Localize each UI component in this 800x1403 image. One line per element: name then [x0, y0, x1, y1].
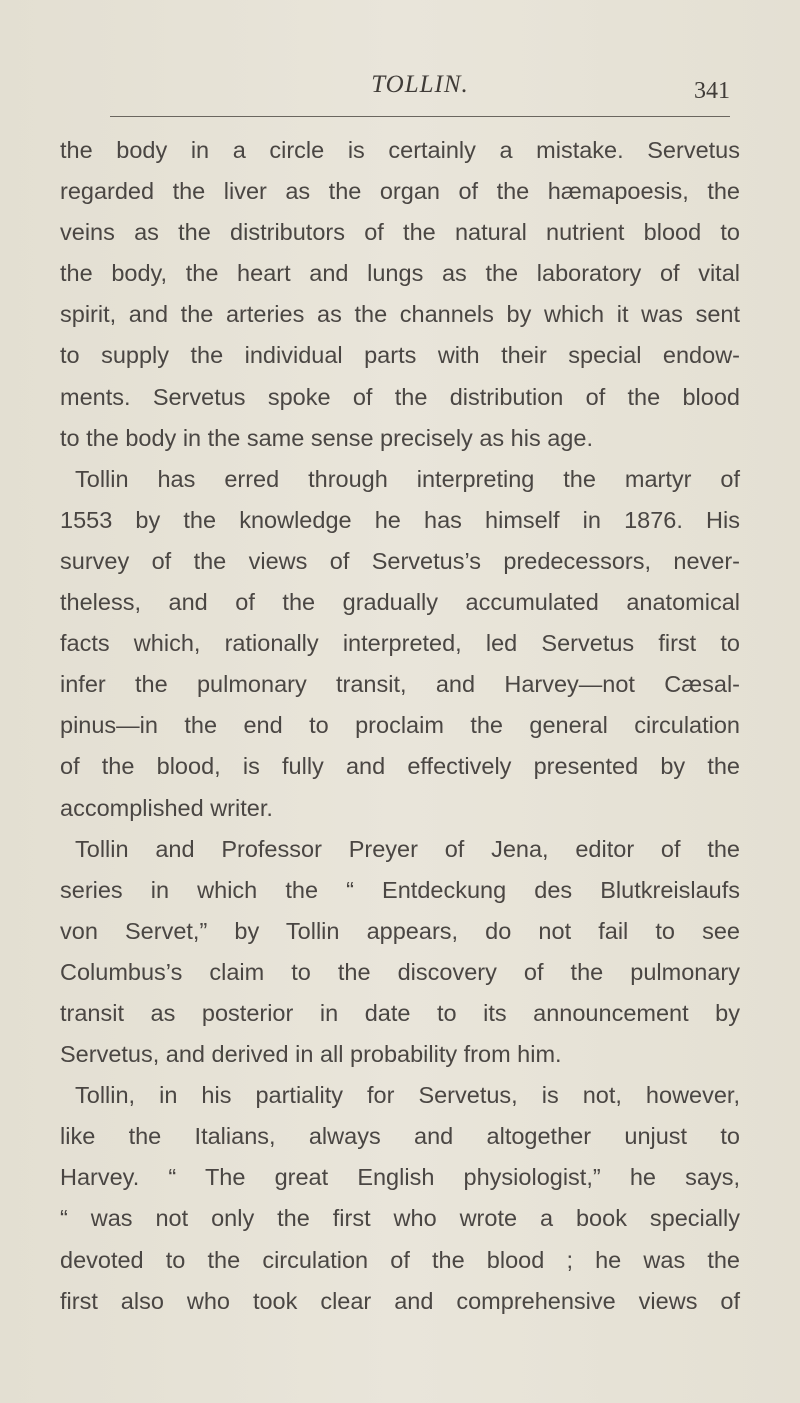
text-line: Tollin and Professor Preyer of Jena, editor of the [75, 835, 740, 862]
header-rule [110, 116, 730, 117]
text-line: theless, and of the gradually accumulated anatomical [60, 589, 740, 616]
text-line: accomplished writer. [60, 794, 273, 821]
text-line: series in which the “ Entdeckung des Blutkreislaufs [60, 876, 740, 903]
text-line: ments. Servetus spoke of the distribution of the blood [60, 383, 740, 410]
text-line: 1553 by the knowledge he has himself in 1876. His [60, 506, 740, 533]
text-line: regarded the liver as the organ of the hæmapoesis, the [60, 178, 740, 205]
text-line: von Servet,” by Tollin appears, do not fail to see [60, 917, 740, 944]
text-line: Servetus, and derived in all probability from him. [60, 1041, 562, 1068]
text-line: Columbus’s claim to the discovery of the pulmonary [60, 958, 740, 985]
text-line: devoted to the circulation of the blood ; he was the [60, 1246, 740, 1273]
page-number: 341 [694, 78, 730, 104]
text-line: to the body in the same sense precisely as his age. [60, 424, 593, 451]
text-line: infer the pulmonary transit, and Harvey—not Cæsal- [60, 671, 740, 698]
text-line: Tollin has erred through interpreting the martyr of [75, 465, 740, 492]
text-line: to supply the individual parts with their special endow- [60, 342, 740, 369]
text-line: facts which, rationally interpreted, led Servetus first to [60, 630, 740, 657]
text-line: first also who took clear and comprehensive views of [60, 1287, 740, 1314]
text-line: like the Italians, always and altogether unjust to [60, 1123, 740, 1150]
text-line: Tollin, in his partiality for Servetus, is not, however, [75, 1082, 740, 1109]
running-title: TOLLIN. [371, 71, 469, 98]
text-line: survey of the views of Servetus’s predecessors, never- [60, 547, 740, 574]
text-line: transit as posterior in date to its announcement by [60, 999, 740, 1026]
text-line: “ was not only the first who wrote a book specially [60, 1205, 740, 1232]
text-line: the body in a circle is certainly a mistake. Servetus [60, 137, 740, 163]
text-line: spirit, and the arteries as the channels by which it was sent [60, 301, 740, 328]
text-line: veins as the distributors of the natural nutrient blood to [60, 219, 740, 246]
text-line: pinus—in the end to proclaim the general circulation [60, 712, 740, 739]
body-text [60, 130, 740, 1322]
page-header [110, 70, 730, 104]
text-line: the body, the heart and lungs as the laboratory of vital [60, 260, 740, 287]
text-line: Harvey. “ The great English physiologist,” he says, [60, 1164, 740, 1191]
text-line: of the blood, is fully and effectively presented by the [60, 753, 740, 780]
